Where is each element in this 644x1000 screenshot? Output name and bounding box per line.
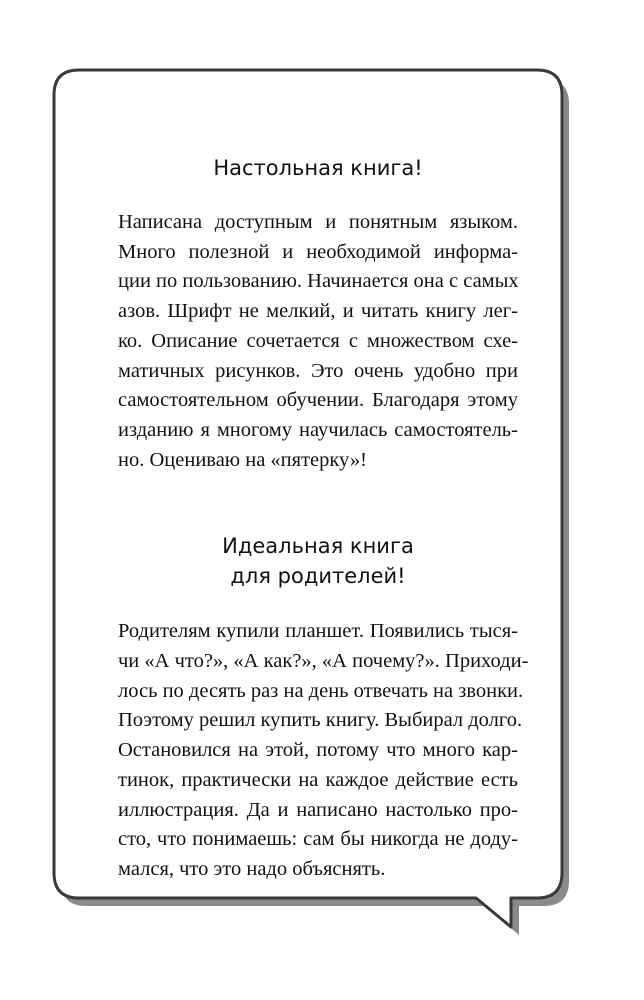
review-2-line: лось по десять раз на день отвечать на звонки. <box>118 679 524 702</box>
reviews-content <box>118 140 529 885</box>
review-2-line: Остановился на этой, потому что много кар- <box>118 739 518 762</box>
review-1-line: ции по пользованию. Начинается она с самых <box>118 270 519 293</box>
review-2-title-line-1: Идеальная книга <box>222 534 414 559</box>
review-2-line: чи «А что?», «А как?», «А почему?». Приходи- <box>118 650 529 673</box>
review-1-text <box>118 208 518 475</box>
review-2-title-line-2: для родителей! <box>230 564 406 589</box>
review-1-line: самостоятельном обучении. Благодаря этому <box>118 389 518 412</box>
review-1-line: ко. Описание сочетается с множеством схе- <box>118 329 518 352</box>
review-2-line: иллюстрация. Да и написано настолько про- <box>118 798 518 821</box>
review-2-line: Поэтому решил купить книгу. Выбирал долго. <box>118 709 523 732</box>
review-1-line: азов. Шрифт не мелкий, и читать книгу лег- <box>118 300 518 323</box>
review-2-title <box>118 531 518 591</box>
review-2-line: Родителям купили планшет. Появились тыся- <box>118 620 518 643</box>
review-1-title: Настольная книга! <box>213 156 423 180</box>
review-2-line: тинок, практически на каждое действие есть <box>118 768 518 791</box>
review-1-line: Написана доступным и понятным языком. <box>118 211 518 233</box>
review-1-line: но. Оцениваю на «пятерку»! <box>118 448 367 471</box>
review-1-line: матичных рисунков. Это очень удобно при <box>118 359 518 382</box>
review-1-line: Много полезной и необходимой информа- <box>118 240 518 263</box>
review-2-line: мался, что это надо объяснять. <box>118 857 386 880</box>
review-1-line: изданию я многому научилась самостоятель- <box>118 418 518 441</box>
review-2-line: сто, что понимаешь: сам бы никогда не доду- <box>118 828 518 851</box>
review-2-text <box>118 617 529 884</box>
